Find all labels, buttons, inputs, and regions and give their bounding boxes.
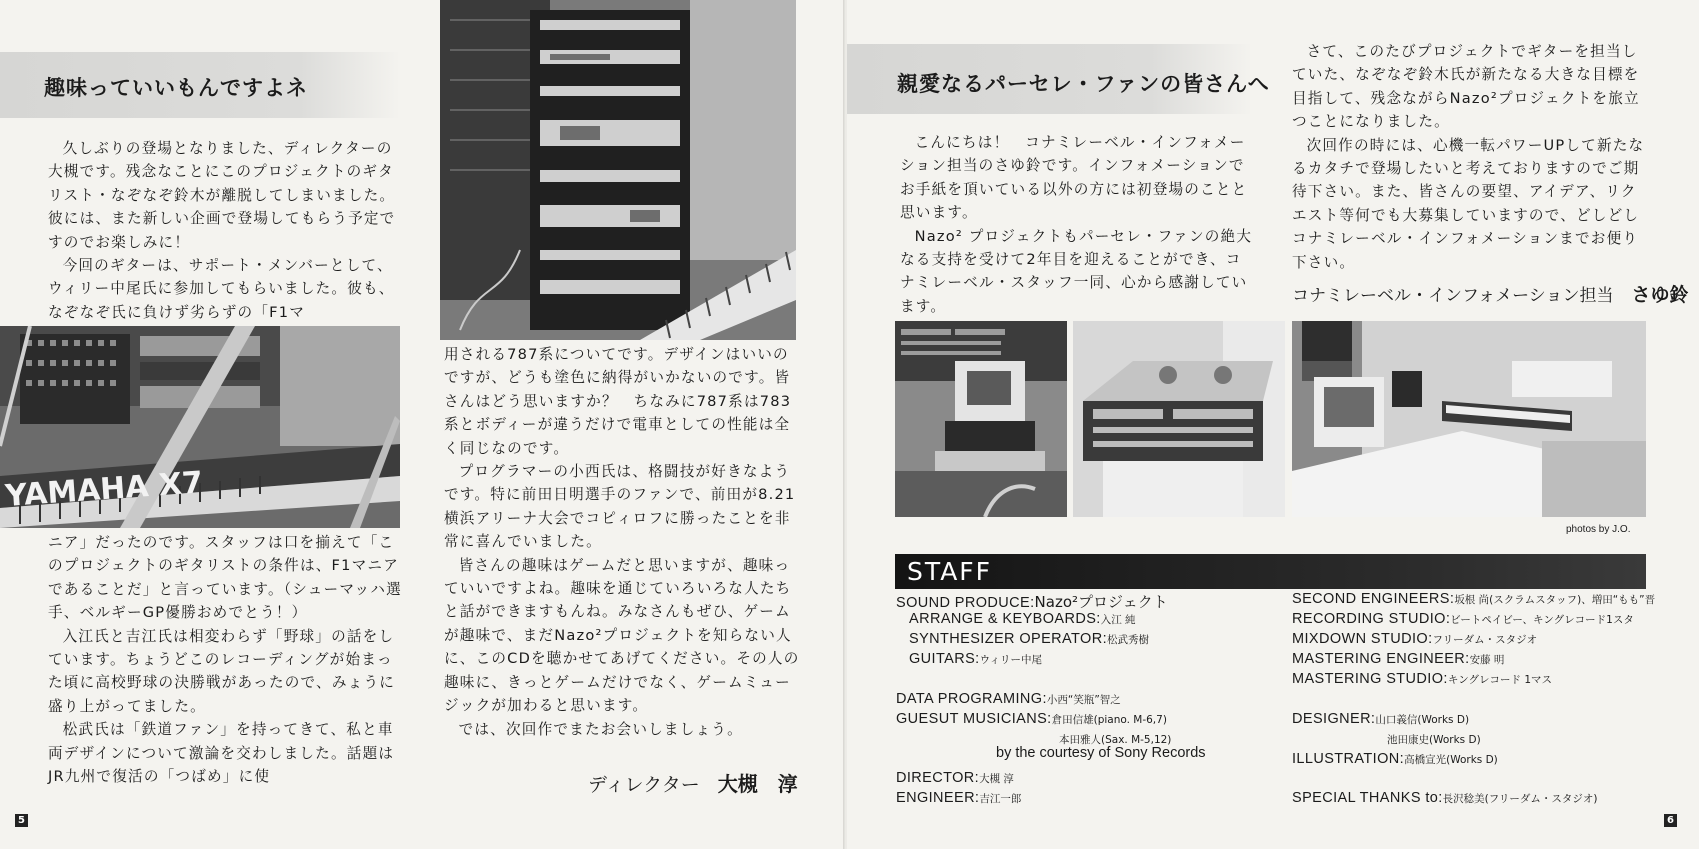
right-signature-role: コナミレーベル・インフォメーション担当 [1292, 286, 1614, 306]
staff-name: フリーダム・スタジオ [1432, 634, 1538, 646]
photo-studio-console [895, 321, 1067, 517]
staff-role: SECOND ENGINEERS: [1292, 591, 1455, 607]
photo-studio-keyboard [1292, 321, 1646, 517]
body-paragraph: 久しぶりの登場となりました、ディレクターの大槻です。残念なことにこのプロジェクトのギタリスト・なぞなぞ鈴木が離脱してしまいました。彼には、また新しい企画で登場してもらう予定ですのでお楽しみに！ [48, 140, 396, 251]
staff-role: DATA PROGRAMING: [896, 691, 1047, 707]
staff-credit [1292, 790, 1597, 806]
photo-caption: photos by J.O. [1566, 524, 1631, 535]
staff-name: 山口義信(Works D) [1375, 714, 1470, 726]
right-column-2 [1292, 40, 1652, 274]
left-signature [588, 768, 798, 797]
left-header-banner [0, 52, 400, 118]
staff-role: GUESUT MUSICIANS: [896, 711, 1052, 727]
staff-credit [1292, 711, 1469, 727]
staff-credit [1292, 631, 1537, 647]
staff-role: RECORDING STUDIO: [1292, 611, 1451, 627]
page-number-right: 6 [1664, 814, 1677, 827]
body-paragraph: Nazo² プロジェクトもパーセレ・ファンの絶大なる支持を受けて2年目を迎えることができ、コナミレーベル・スタッフ一同、心から感謝しています。 [900, 227, 1253, 315]
body-paragraph: 用される787系についてです。デザインはいいのですが、どうも塗色に納得がいかないのです。皆さんはどう思いますか？ ちなみに787系は783系とボディーが違うだけで電車としての性能は全く同じなのです。 [444, 346, 792, 457]
staff-credit [909, 631, 1149, 647]
staff-role: ILLUSTRATION: [1292, 751, 1405, 767]
staff-credit [896, 691, 1121, 707]
staff-role: SPECIAL THANKS to: [1292, 790, 1443, 806]
staff-credit [1292, 751, 1498, 767]
staff-name: 松武秀樹 [1107, 634, 1150, 646]
staff-name: 小西“笑瓶”智之 [1046, 694, 1121, 706]
body-paragraph: 今回のギターは、サポート・メンバーとして、ウィリー中尾氏に参加してもらいました。彼も、なぞなぞ氏に負けず劣らずの「F1マ [48, 257, 395, 321]
staff-name: 坂根 尚(スクラムスタッフ)、増田“もも”晋 [1454, 594, 1656, 606]
staff-credit [1292, 671, 1552, 687]
staff-credit [896, 711, 1167, 727]
right-header-banner [847, 44, 1270, 114]
staff-name: 長沢稔美(フリーダム・スタジオ) [1442, 793, 1598, 805]
staff-name: 本田雅人(Sax. M-5,12) [1059, 734, 1172, 746]
staff-role: DESIGNER: [1292, 711, 1376, 727]
body-paragraph: さて、このたびプロジェクトでギターを担当していた、なぞなぞ鈴木氏が新たなる大きな目標を目指して、残念ながらNazo²プロジェクトを旅立つことになりました。 [1292, 43, 1640, 131]
staff-header-bar [895, 554, 1646, 589]
staff-credit [996, 745, 1206, 761]
right-signature [1292, 280, 1689, 307]
staff-credit [1292, 591, 1655, 607]
staff-credit [896, 790, 1021, 806]
staff-name: 高橋宣光(Works D) [1404, 754, 1498, 766]
left-page [0, 0, 845, 849]
staff-role: MASTERING STUDIO: [1292, 671, 1448, 687]
staff-title: STAFF [907, 557, 993, 586]
staff-name: 吉江一郎 [979, 793, 1022, 805]
staff-name: 入江 純 [1100, 614, 1136, 626]
staff-role: ENGINEER: [896, 790, 980, 806]
body-paragraph: プログラマーの小西氏は、格闘技が好きなようです。特に前田日明選手のファンで、前田が8.21横浜アリーナ大会でコピィロフに勝ったことを非常に喜んでいました。 [444, 463, 796, 551]
staff-credit [1292, 651, 1504, 667]
staff-name: 大槻 淳 [979, 773, 1014, 785]
staff-name: キングレコード 1マス [1447, 674, 1553, 686]
page-number-left: 5 [15, 814, 28, 827]
left-header-title: 趣味っていいもんですよネ [44, 76, 308, 100]
staff-credit [909, 611, 1136, 627]
staff-role: DIRECTOR: [896, 770, 980, 786]
staff-name: ウィリー中尾 [979, 654, 1042, 666]
right-header-title: 親愛なるパーセレ・ファンの皆さんへ [897, 72, 1270, 96]
left-column-2 [444, 343, 800, 741]
staff-credit [1387, 731, 1481, 747]
photo-keyboard-logo: YAMAHA X7 [4, 465, 204, 514]
staff-credit [1292, 611, 1634, 627]
left-column-1-top [48, 137, 404, 324]
body-paragraph: 次回作の時には、心機一転パワーUPして新たなるカタチで登場したいと考えておりますのでご期待下さい。また、皆さんの要望、アイデア、リクエスト等何でも大募集していますので、どしどしコナミレーベル・インフォメーションまでお便り下さい。 [1292, 136, 1645, 271]
staff-role: MASTERING ENGINEER: [1292, 651, 1470, 667]
body-paragraph: こんにちは！ コナミレーベル・インフォメーション担当のさゆ鈴です。インフォメーションでお手紙を頂いている以外の方には初登場のことと思います。 [900, 134, 1248, 222]
body-paragraph: 松武氏は「鉄道ファン」を持ってきて、私と車両デザインについて激論を交わしました。話題はJR九州で復活の「つばめ」に使 [48, 721, 395, 786]
staff-role: SOUND PRODUCE: [896, 595, 1035, 611]
staff-name: ビートペイビー、キングレコード1スタ [1450, 614, 1634, 626]
body-paragraph: では、次回作でまたお会いしましょう。 [458, 720, 743, 738]
staff-credit [896, 591, 1168, 612]
photo-rack-tower [440, 0, 796, 340]
staff-name: 倉田信雄(piano. M-6,7) [1051, 714, 1167, 726]
staff-credit [896, 770, 1014, 786]
left-column-1-bottom [48, 531, 404, 788]
staff-role: ARRANGE & KEYBOARDS: [909, 611, 1101, 627]
body-paragraph: 皆さんの趣味はゲームだと思いますが、趣味っていいですよね。趣味を通じていろいろな人たちと話ができますもんね。みなさんもぜひ、ゲームが趣味で、まだNazo²プロジェクトを知らない人に、このCDを聴かせてあげてください。その人の趣味に、きっとゲームだけでなく、ゲームミュージックが加わると思います。 [444, 556, 800, 715]
staff-name: Nazo²プロジェクト [1034, 593, 1168, 611]
staff-role: GUITARS: [909, 651, 980, 667]
staff-name: 池田康史(Works D) [1387, 734, 1481, 746]
right-column-1 [900, 131, 1256, 318]
body-paragraph: 入江氏と吉江氏は相変わらず「野球」の話をしています。ちょうどこのレコーディングが始まった頃に高校野球の決勝戦があったので、みょうに盛り上がってました。 [48, 627, 396, 715]
staff-name: 安藤 明 [1469, 654, 1505, 666]
staff-role: SYNTHESIZER OPERATOR: [909, 631, 1108, 647]
left-signature-role: ディレクター [588, 774, 700, 796]
photo-synth-rack [0, 326, 400, 528]
staff-role: MIXDOWN STUDIO: [1292, 631, 1433, 647]
photo-studio-mixer [1073, 321, 1285, 517]
staff-name: by the courtesy of Sony Records [996, 745, 1206, 761]
right-signature-name: さゆ鈴 [1631, 284, 1689, 306]
body-paragraph: ニア」だったのです。スタッフは口を揃えて「このプロジェクトのギタリストの条件は、F1マニアであることだ」と言っています。（シューマッハ選手、ベルギーGP優勝おめでとう！） [48, 534, 402, 622]
staff-credit [909, 651, 1042, 667]
left-signature-name: 大槻 淳 [717, 772, 798, 796]
